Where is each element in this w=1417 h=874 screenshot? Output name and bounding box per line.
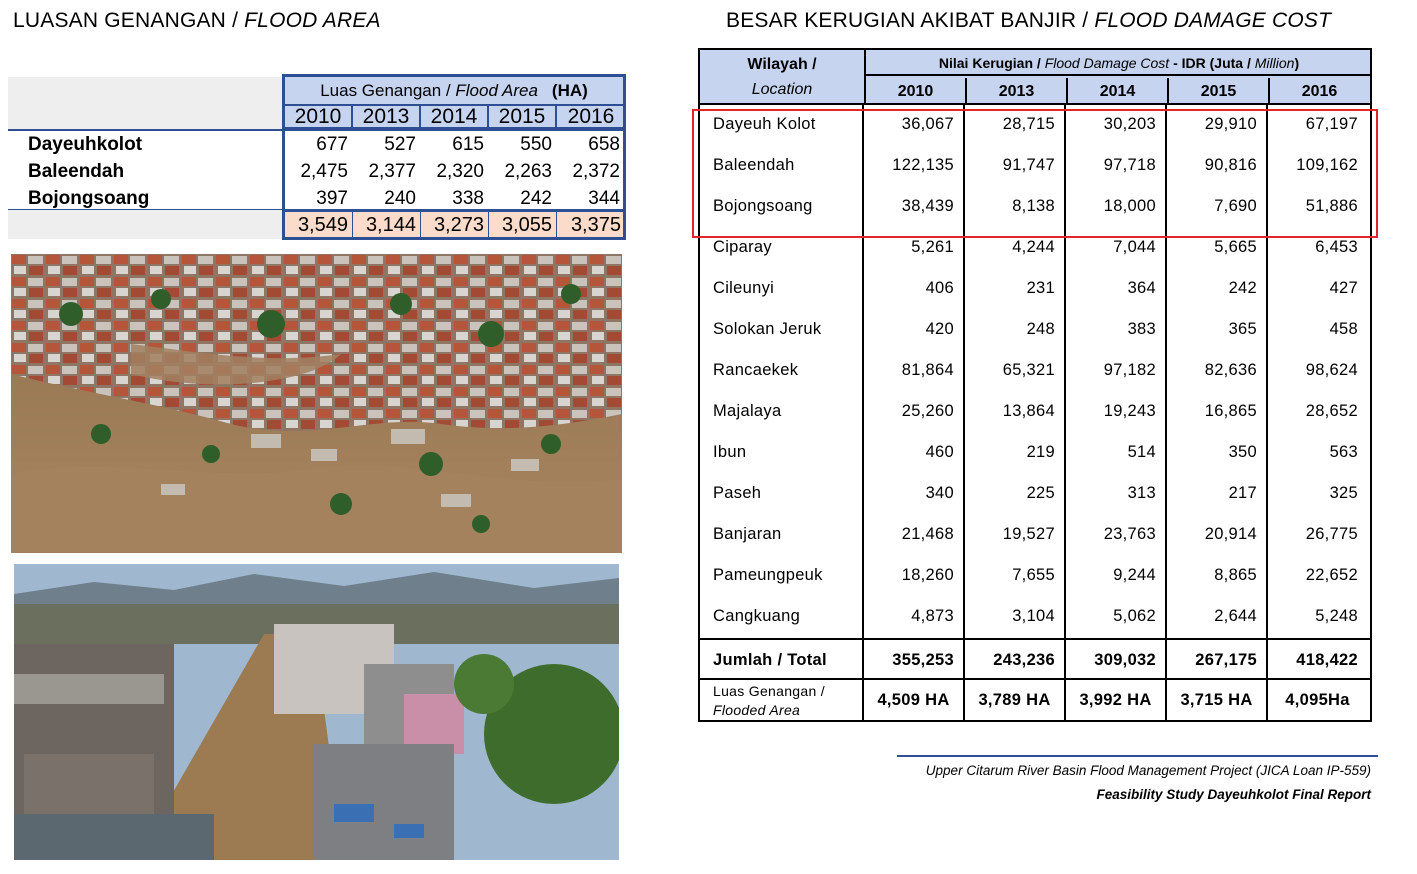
cell-value: 122,135 (892, 156, 954, 174)
highlight-box (692, 109, 1378, 238)
row-name: Ciparay (713, 238, 772, 256)
cell-value: 2,475 (300, 161, 348, 182)
cell-value: 217 (1228, 484, 1257, 502)
source-project: Upper Citarum River Basin Flood Management Project (JICA Loan IP-559) (925, 763, 1371, 778)
cell-value: 248 (1026, 320, 1055, 338)
total-row (698, 640, 1372, 681)
cell-value: 4,244 (1012, 238, 1055, 256)
cell-value: 26,775 (1305, 525, 1358, 543)
cell-value: 364 (1127, 279, 1156, 297)
row-name: Bojongsoang (713, 197, 813, 215)
cell-value: 7,044 (1113, 238, 1156, 256)
cell-value: 313 (1127, 484, 1156, 502)
cell-value: 2,263 (504, 161, 552, 182)
source-report: Feasibility Study Dayeuhkolot Final Report (1096, 787, 1371, 802)
flood-area-year: 2015 (489, 104, 557, 128)
table-row (698, 268, 1372, 309)
table-row (698, 432, 1372, 473)
cell-value: 5,261 (911, 238, 954, 256)
cell-value: 2,320 (436, 161, 484, 182)
cell-value: 109,162 (1296, 156, 1358, 174)
cell-value: 420 (925, 320, 954, 338)
total-value: 418,422 (1296, 651, 1358, 669)
table-row (698, 391, 1372, 432)
damage-cost-title (726, 9, 1331, 33)
cell-value: 397 (316, 188, 348, 209)
cost-title-part: - IDR (Juta / (1169, 55, 1255, 71)
cell-value: 20,914 (1204, 525, 1257, 543)
cell-value: 460 (925, 443, 954, 461)
total-value: 3,549 (285, 212, 353, 238)
cell-value: 3,104 (1012, 607, 1055, 625)
cell-value: 527 (384, 134, 416, 155)
aerial-flood-photo-drawing (11, 254, 622, 553)
area-value: 4,095Ha (1285, 691, 1350, 709)
row-name: Majalaya (713, 402, 782, 420)
cell-value: 240 (384, 188, 416, 209)
cell-value: 350 (1228, 443, 1257, 461)
cell-value: 6,453 (1315, 238, 1358, 256)
cell-value: 550 (520, 134, 552, 155)
damage-year: 2015 (1167, 78, 1268, 105)
area-value: 4,509 HA (877, 691, 950, 709)
cell-value: 13,864 (1002, 402, 1055, 420)
flood-area-year: 2016 (567, 105, 615, 128)
street-flood-photo-drawing (14, 564, 619, 860)
flood-area-year: 2014 (421, 104, 489, 128)
cell-value: 8,138 (1012, 197, 1055, 215)
cell-value: 82,636 (1204, 361, 1257, 379)
cell-value: 427 (1329, 279, 1358, 297)
area-value: 3,992 HA (1079, 691, 1152, 709)
cell-value: 19,527 (1002, 525, 1055, 543)
cell-value: 30,203 (1103, 115, 1156, 133)
total-value: 267,175 (1195, 651, 1257, 669)
table-row (698, 309, 1372, 350)
cell-value: 67,197 (1305, 115, 1358, 133)
cost-title-part: ) (1294, 55, 1300, 71)
total-value: 355,253 (892, 651, 954, 669)
flooded-area-label-line1: Luas Genangan / (713, 683, 825, 699)
cell-value: 9,244 (1113, 566, 1156, 584)
cell-value: 2,377 (368, 161, 416, 182)
row-name: Pameungpeuk (713, 566, 823, 584)
cell-value: 615 (452, 134, 484, 155)
flooded-area-row (698, 680, 1372, 721)
damage-year: 2016 (1268, 78, 1369, 105)
total-label: Jumlah / Total (713, 651, 827, 669)
cell-value: 4,873 (911, 607, 954, 625)
cell-value: 7,690 (1214, 197, 1257, 215)
row-name: Banjaran (713, 525, 782, 543)
cell-value: 231 (1026, 279, 1055, 297)
table-row (698, 514, 1372, 555)
cell-value: 22,652 (1305, 566, 1358, 584)
flood-area-total-blank (8, 210, 282, 239)
damage-table-header (698, 48, 1372, 105)
cell-value: 7,655 (1012, 566, 1055, 584)
row-name: Paseh (713, 484, 762, 502)
cell-value: 2,372 (572, 161, 620, 182)
cell-value: 563 (1329, 443, 1358, 461)
total-value: 3,055 (489, 212, 557, 238)
cost-header-title (866, 50, 1372, 76)
cell-value: 5,062 (1113, 607, 1156, 625)
total-value: 3,273 (421, 212, 489, 238)
flood-area-title-main: LUASAN GENANGAN / (13, 9, 245, 32)
row-name: Cileunyi (713, 279, 775, 297)
table-row (698, 350, 1372, 391)
total-value: 3,144 (353, 212, 421, 238)
flood-area-title-italic: FLOOD AREA (244, 9, 381, 32)
cell-value: 325 (1329, 484, 1358, 502)
cost-title-part: Flood Damage Cost (1044, 55, 1170, 71)
cell-value: 383 (1127, 320, 1156, 338)
cell-value: 19,243 (1103, 402, 1156, 420)
cell-value: 219 (1026, 443, 1055, 461)
cost-title-part: Nilai Kerugian / (938, 55, 1045, 71)
cell-value: 2,644 (1214, 607, 1257, 625)
row-name: Baleendah (713, 156, 795, 174)
table-row (698, 555, 1372, 596)
total-value: 3,375 (570, 214, 621, 236)
cell-value: 340 (925, 484, 954, 502)
cell-value: 365 (1228, 320, 1257, 338)
flood-area-title (13, 9, 381, 33)
cell-value: 91,747 (1002, 156, 1055, 174)
cell-value: 90,816 (1204, 156, 1257, 174)
location-header-line1: Wilayah / (747, 56, 817, 73)
damage-cost-title-main: BESAR KERUGIAN AKIBAT BANJIR / (726, 9, 1095, 32)
flood-area-header-title (285, 77, 623, 106)
cell-value: 5,665 (1214, 238, 1257, 256)
flooded-area-label (713, 682, 825, 720)
cell-value: 225 (1026, 484, 1055, 502)
cell-value: 25,260 (901, 402, 954, 420)
damage-year: 2013 (965, 78, 1066, 105)
area-value: 3,715 HA (1180, 691, 1253, 709)
cell-value: 242 (520, 188, 552, 209)
flood-area-header-blank (8, 77, 282, 129)
cell-value: 97,182 (1103, 361, 1156, 379)
cell-value: 23,763 (1103, 525, 1156, 543)
damage-year: 2014 (1066, 78, 1167, 105)
cell-value: 28,715 (1002, 115, 1055, 133)
cell-value: 344 (588, 188, 620, 209)
flooded-area-label-line2: Flooded Area (713, 702, 801, 718)
cell-value: 338 (452, 188, 484, 209)
cell-value: 21,468 (901, 525, 954, 543)
cell-value: 51,886 (1305, 197, 1358, 215)
aerial-flood-photo (11, 254, 622, 553)
cell-value: 406 (925, 279, 954, 297)
cell-value: 65,321 (1002, 361, 1055, 379)
cell-value: 29,910 (1204, 115, 1257, 133)
row-name: Cangkuang (713, 607, 801, 625)
street-flood-photo (14, 564, 619, 860)
flood-area-table (8, 74, 628, 240)
flood-area-total-row (8, 210, 626, 240)
row-name: Baleendah (28, 161, 125, 182)
damage-year: 2010 (864, 78, 965, 105)
row-name: Solokan Jeruk (713, 320, 822, 338)
cell-value: 18,260 (901, 566, 954, 584)
flood-area-header (282, 74, 626, 130)
flood-area-header-italic: Flood Area (455, 81, 538, 100)
flood-area-header-unit: (HA) (551, 81, 588, 100)
cell-value: 28,652 (1305, 402, 1358, 420)
row-name: Dayeuhkolot (28, 134, 143, 155)
cell-value: 38,439 (901, 197, 954, 215)
cell-value: 81,864 (901, 361, 954, 379)
table-row (698, 473, 1372, 514)
area-value: 3,789 HA (978, 691, 1051, 709)
location-column-header (700, 50, 866, 105)
flood-area-year: 2010 (285, 104, 353, 128)
table-row (8, 132, 626, 158)
cell-value: 98,624 (1305, 361, 1358, 379)
total-value: 309,032 (1094, 651, 1156, 669)
flood-area-year: 2013 (353, 104, 421, 128)
cell-value: 36,067 (901, 115, 954, 133)
cell-value: 97,718 (1103, 156, 1156, 174)
total-value: 243,236 (993, 651, 1055, 669)
cell-value: 514 (1127, 443, 1156, 461)
flood-area-body (8, 129, 626, 209)
table-row (8, 159, 626, 185)
cell-value: 242 (1228, 279, 1257, 297)
flood-area-header-main: Luas Genangan / (320, 81, 456, 100)
cell-value: 658 (588, 134, 620, 155)
cell-value: 458 (1329, 320, 1358, 338)
location-header-line2: Location (751, 81, 813, 98)
cell-value: 18,000 (1103, 197, 1156, 215)
cell-value: 677 (316, 134, 348, 155)
row-name: Ibun (713, 443, 747, 461)
table-row (698, 596, 1372, 637)
divider (897, 755, 1378, 757)
cost-title-part: Million (1254, 55, 1295, 71)
flood-area-total-cells (282, 210, 626, 240)
row-name: Bojongsoang (28, 188, 150, 209)
row-name: Rancaekek (713, 361, 799, 379)
damage-cost-title-italic: FLOOD DAMAGE COST (1094, 9, 1332, 32)
row-name: Dayeuh Kolot (713, 115, 816, 133)
cell-value: 16,865 (1204, 402, 1257, 420)
cell-value: 5,248 (1315, 607, 1358, 625)
cell-value: 8,865 (1214, 566, 1257, 584)
